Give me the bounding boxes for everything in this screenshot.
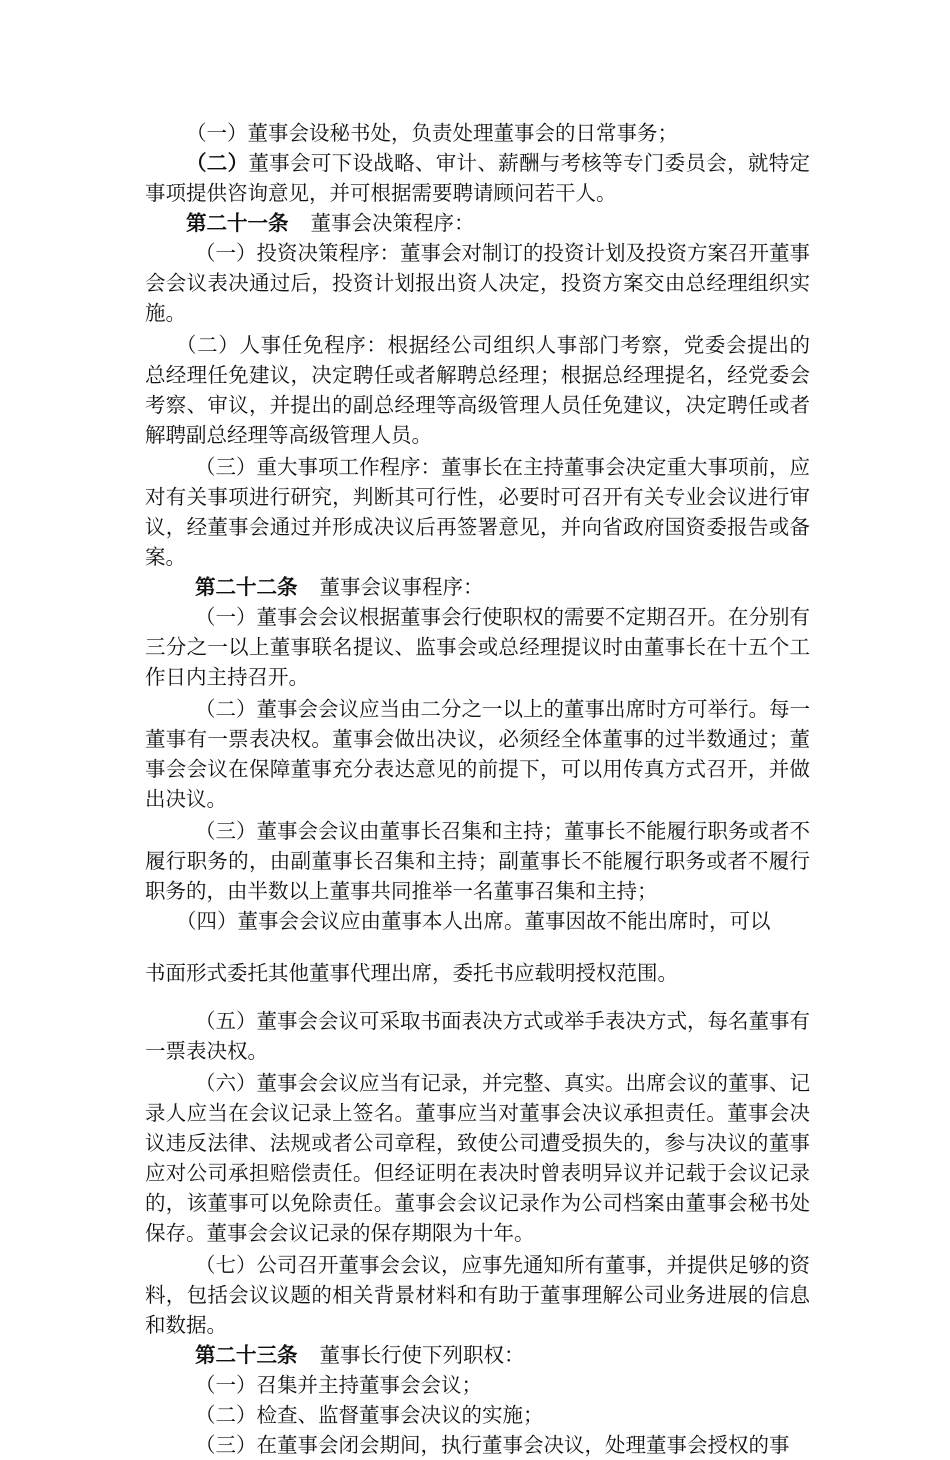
paragraph-personnel-procedure: （二）人事任免程序：根据经公司组织人事部门考察，党委会提出的总经理任免建议，决定聘任或者解聘总经理；根据总经理提名，经党委会考察、审议，并提出的副总经理等高级管理人员任免建议，决定聘任或者解聘副总经理等高级管理人员。 xyxy=(145,333,810,447)
paragraph-meeting-chair: （三）董事会会议由董事长召集和主持；董事长不能履行职务或者不履行职务的，由副董事长召集和主持；副董事长不能履行职务或者不履行职务的，由半数以上董事共同推举一名董事召集和主持； xyxy=(145,819,810,903)
article-23-heading xyxy=(145,1340,810,1370)
paragraph-committees-text: 董事会可下设战略、审计、薪酬与考核等专门委员会，就特定事项提供咨询意见，并可根据需要聘请顾问若干人。 xyxy=(145,151,811,205)
article-23-title: 董事长行使下列职权： xyxy=(319,1343,525,1367)
document-page xyxy=(145,118,810,1460)
article-23-number: 第二十三条 xyxy=(195,1343,298,1367)
paragraph-meeting-quorum: （二）董事会会议应当由二分之一以上的董事出席时方可举行。每一董事有一票表决权。董事会做出决议，必须经全体董事的过半数通过；董事会会议在保障董事充分表达意见的前提下，可以用传真方式召开，并做出决议。 xyxy=(145,697,810,811)
paragraph-attendance: （四）董事会会议应由董事本人出席。董事因故不能出席时，可以 xyxy=(176,909,771,933)
paragraph-attendance-continued: 书面形式委托其他董事代理出席，委托书应载明授权范围。 xyxy=(145,961,678,985)
paragraph-chair-supervise: （二）检查、监督董事会决议的实施； xyxy=(195,1403,544,1427)
article-21-title: 董事会决策程序： xyxy=(310,211,475,235)
article-21-number: 第二十一条 xyxy=(186,211,289,235)
paragraph-meeting-records: （六）董事会会议应当有记录，并完整、真实。出席会议的董事、记录人应当在会议记录上签名。董事应当对董事会决议承担责任。董事会决议违反法律、法规或者公司章程，致使公司遭受损失的，参与决议的董事应对公司承担赔偿责任。但经证明在表决时曾表明异议并记载于会议记录的，该董事可以免除责任。董事会会议记录作为公司档案由董事会秘书处保存。董事会会议记录的保存期限为十年。 xyxy=(145,1071,810,1245)
paragraph-meeting-notice: （七）公司召开董事会会议，应事先通知所有董事，并提供足够的资料，包括会议议题的相关背景材料和有助于董事理解公司业务进展的信息和数据。 xyxy=(145,1253,810,1337)
article-21-heading xyxy=(145,208,810,238)
paragraph-secretariat: （一）董事会设秘书处，负责处理董事会的日常事务； xyxy=(186,121,678,145)
article-22-title: 董事会议事程序： xyxy=(319,575,484,599)
article-22-heading xyxy=(145,572,810,602)
paragraph-committees xyxy=(145,148,810,208)
paragraph-chair-execute: （三）在董事会闭会期间，执行董事会决议，处理董事会授权的事 xyxy=(195,1433,790,1457)
article-22-number: 第二十二条 xyxy=(195,575,298,599)
paragraph-committees-prefix: （二） xyxy=(186,151,249,175)
paragraph-chair-convene: （一）召集并主持董事会会议； xyxy=(195,1373,482,1397)
paragraph-investment-procedure: （一）投资决策程序：董事会对制订的投资计划及投资方案召开董事会会议表决通过后，投资计划报出资人决定，投资方案交由总经理组织实施。 xyxy=(145,241,810,325)
paragraph-major-matters-procedure: （三）重大事项工作程序：董事长在主持董事会决定重大事项前，应对有关事项进行研究，判断其可行性，必要时可召开有关专业会议进行审议，经董事会通过并形成决议后再签署意见，并向省政府国资委报告或备案。 xyxy=(145,455,810,569)
paragraph-voting-method: （五）董事会会议可采取书面表决方式或举手表决方式，每名董事有一票表决权。 xyxy=(145,1009,810,1063)
paragraph-meeting-convening: （一）董事会会议根据董事会行使职权的需要不定期召开。在分别有三分之一以上董事联名提议、监事会或总经理提议时由董事长在十五个工作日内主持召开。 xyxy=(145,605,810,689)
